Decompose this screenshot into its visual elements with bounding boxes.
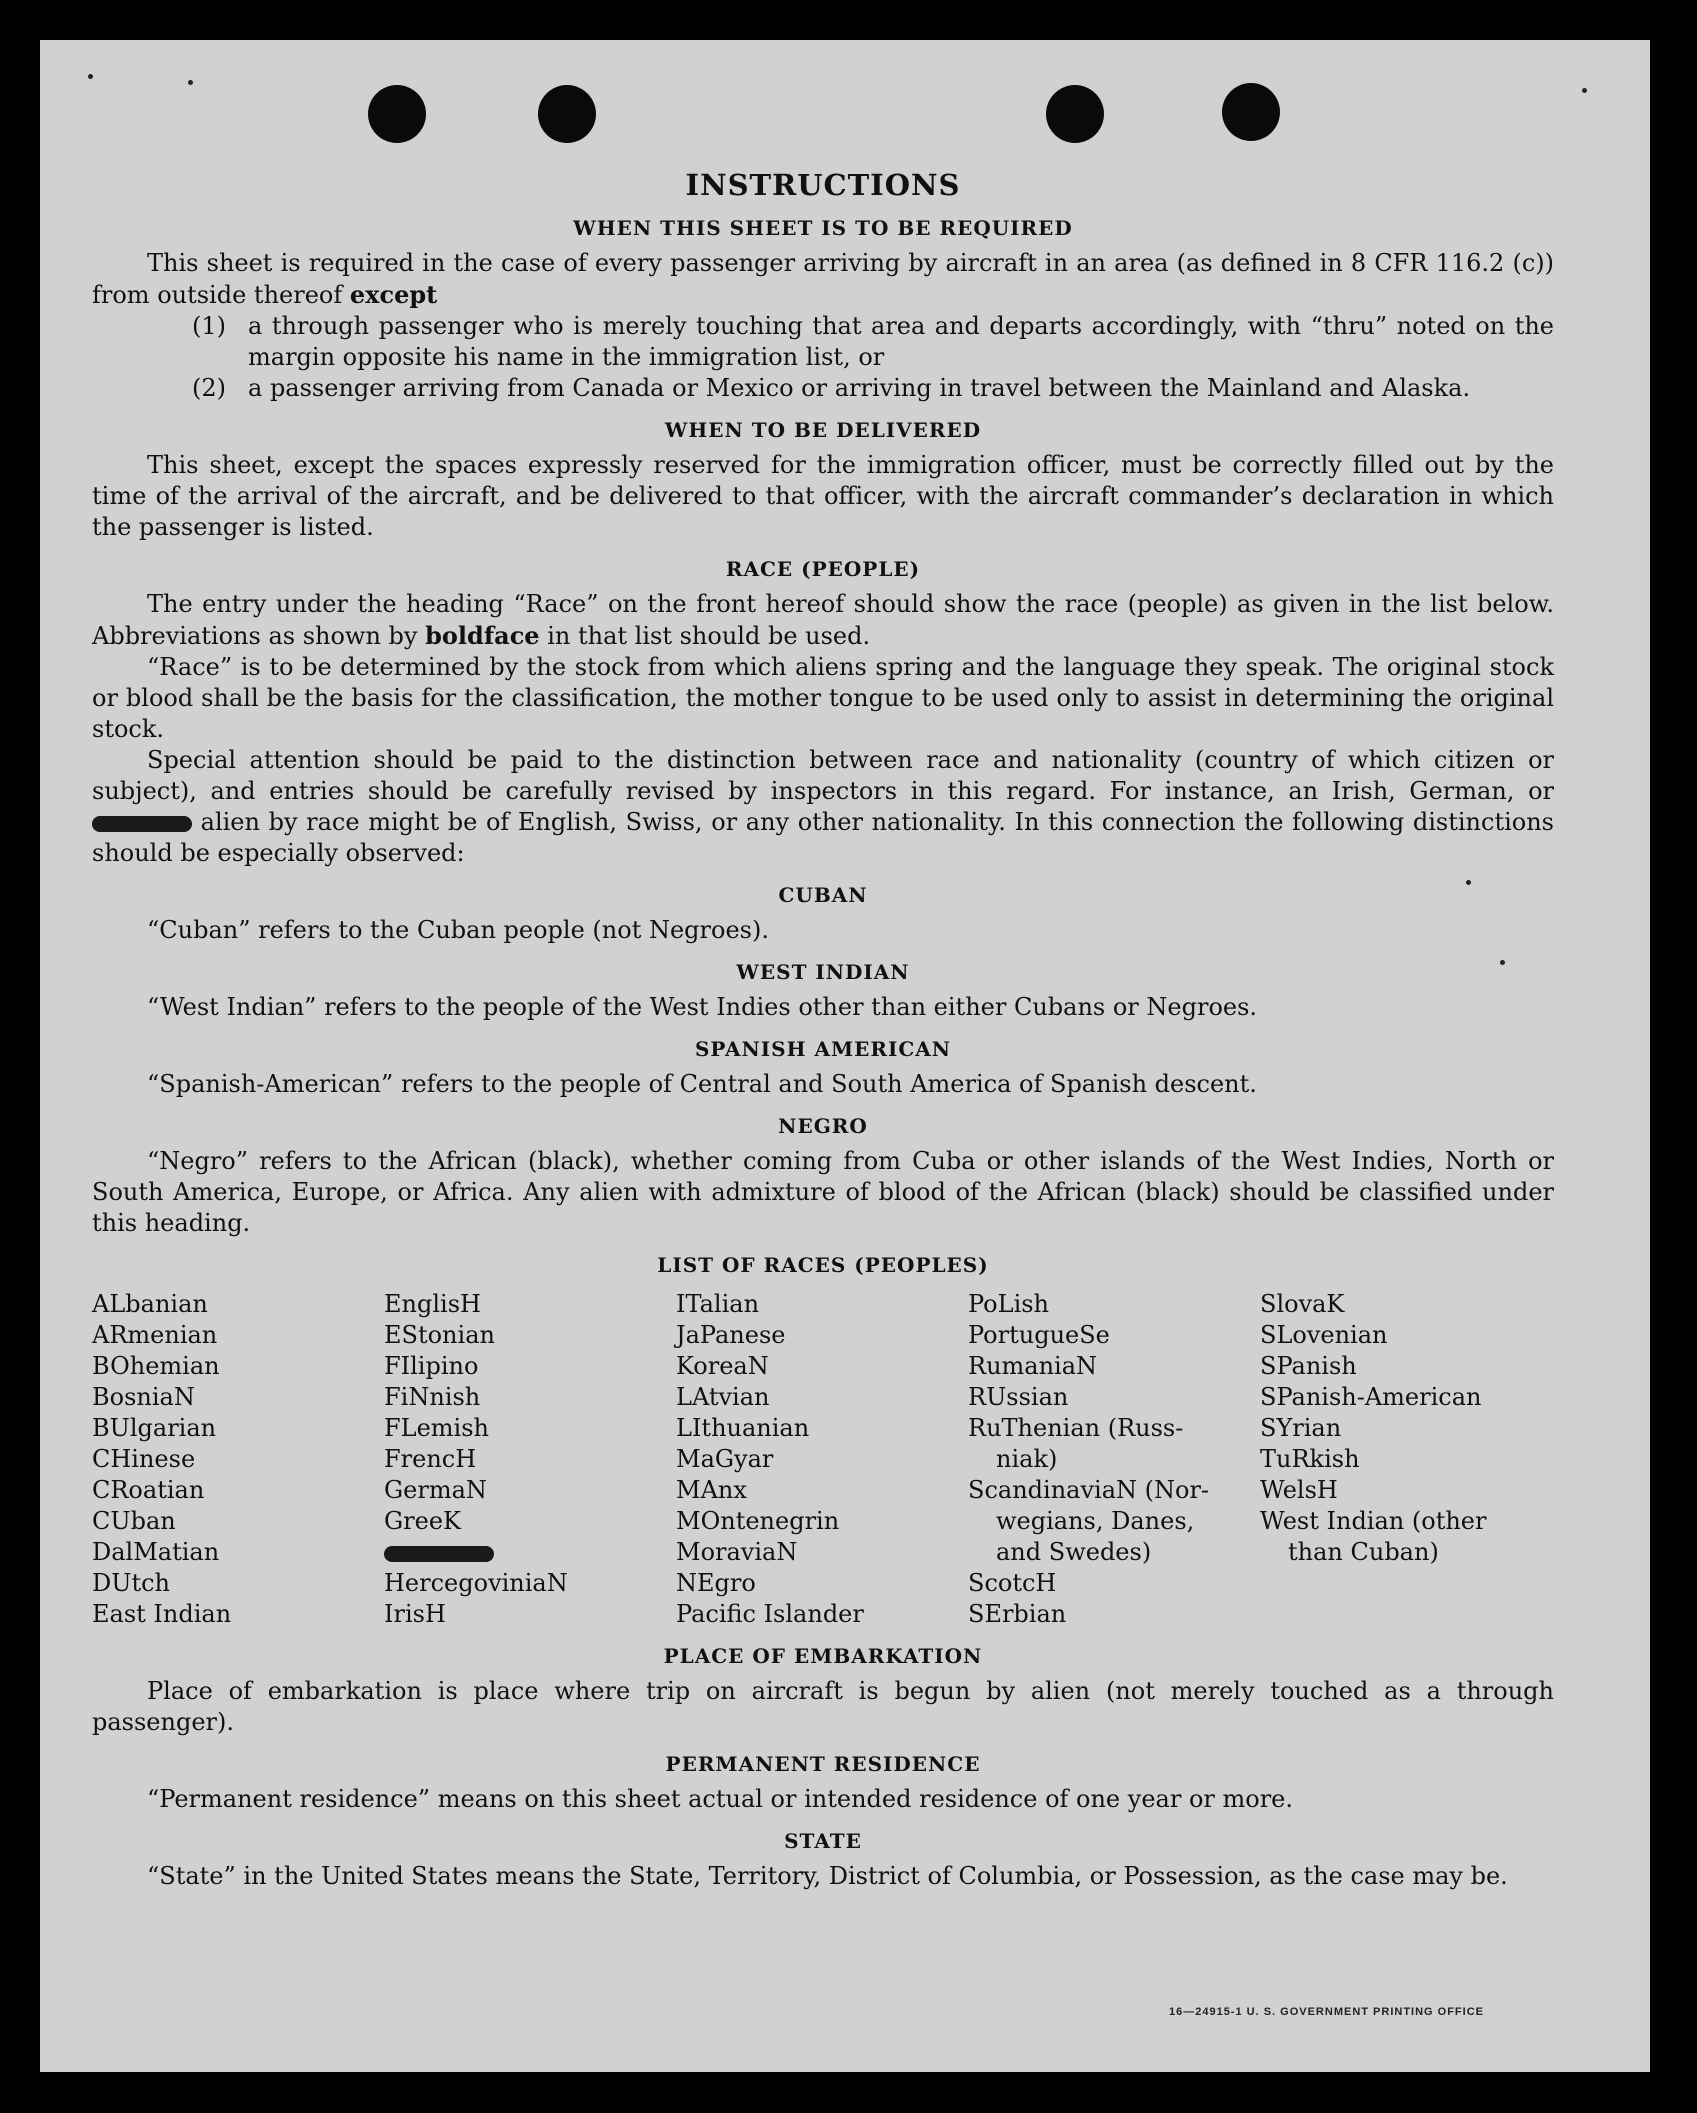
race-item: MaGyar xyxy=(676,1445,774,1473)
paragraph: “West Indian” refers to the people of the West Indies other than either Cubans or Negroes. xyxy=(147,993,1258,1021)
paragraph: Place of embarkation is place where trip on aircraft is begun by alien (not merely touched as a through passenger). xyxy=(92,1677,1554,1736)
section-heading: PLACE OF EMBARKATION xyxy=(663,1644,983,1668)
race-item: SlovaK xyxy=(1260,1290,1345,1318)
item-text: a passenger arriving from Canada or Mexico or arriving in travel between the Mainland and Alaska. xyxy=(248,374,1471,402)
punch-hole xyxy=(1222,83,1280,141)
race-item: SErbian xyxy=(968,1600,1067,1628)
race-item-continued: niak) xyxy=(996,1445,1058,1473)
redaction-mark xyxy=(92,816,192,832)
race-item: WelsH xyxy=(1260,1476,1338,1504)
race-item: MoraviaN xyxy=(676,1538,798,1566)
race-item: ScotcH xyxy=(968,1569,1057,1597)
section-heading: WHEN TO BE DELIVERED xyxy=(664,418,982,442)
text: This sheet is required in the case of every passenger arriving by aircraft in an area (as defined in 8 CFR 116.2 (c)) from outside thereof xyxy=(92,249,1554,309)
race-item-redacted xyxy=(384,1537,676,1568)
section-heading: CUBAN xyxy=(778,883,868,907)
instructions-body xyxy=(92,168,1554,1892)
race-item: RuThenian (Russ- xyxy=(968,1414,1184,1442)
paragraph xyxy=(92,248,1554,311)
paragraph: “Race” is to be determined by the stock from which aliens spring and the language they speak. The original stock or blood shall be the basis for the classification, the mother tongue to be used only to assist in determining the original stock. xyxy=(92,653,1554,743)
paragraph: “Cuban” refers to the Cuban people (not Negroes). xyxy=(147,916,769,944)
emphasis: boldface xyxy=(425,621,540,650)
race-item: PoLish xyxy=(968,1290,1050,1318)
section-heading: STATE xyxy=(784,1829,862,1853)
race-item: SYrian xyxy=(1260,1414,1342,1442)
race-column xyxy=(384,1289,676,1630)
punch-hole xyxy=(368,85,426,143)
paragraph: “Spanish-American” refers to the people of Central and South America of Spanish descent. xyxy=(147,1070,1257,1098)
race-item: EStonian xyxy=(384,1321,495,1349)
race-list xyxy=(92,1289,1554,1630)
race-item: FLemish xyxy=(384,1414,489,1442)
scan-speck xyxy=(1582,88,1587,93)
race-item: DUtch xyxy=(92,1569,171,1597)
race-item: NEgro xyxy=(676,1569,756,1597)
race-item: HercegoviniaN xyxy=(384,1569,568,1597)
item-number: (1) xyxy=(192,312,226,340)
section-heading: SPANISH AMERICAN xyxy=(694,1037,952,1061)
race-item: SPanish xyxy=(1260,1352,1357,1380)
race-item: SLovenian xyxy=(1260,1321,1388,1349)
race-item: LAtvian xyxy=(676,1383,770,1411)
punch-hole xyxy=(1046,85,1104,143)
text: in that list should be used. xyxy=(547,622,871,650)
page-title: INSTRUCTIONS xyxy=(685,168,961,202)
race-item: FrencH xyxy=(384,1445,477,1473)
race-item: MAnx xyxy=(676,1476,747,1504)
race-item: SPanish-American xyxy=(1260,1383,1482,1411)
punch-hole xyxy=(538,85,596,143)
race-item: Pacific Islander xyxy=(676,1600,864,1628)
race-item-continued: than Cuban) xyxy=(1288,1538,1439,1566)
race-item: BUlgarian xyxy=(92,1414,217,1442)
list-item xyxy=(92,373,1554,404)
section-heading: NEGRO xyxy=(778,1114,868,1138)
race-item: ARmenian xyxy=(92,1321,218,1349)
race-item: IrisH xyxy=(384,1600,446,1628)
section-heading: WHEN THIS SHEET IS TO BE REQUIRED xyxy=(573,216,1073,240)
section-heading: WEST INDIAN xyxy=(736,960,910,984)
race-item: RUssian xyxy=(968,1383,1069,1411)
race-item: KoreaN xyxy=(676,1352,769,1380)
race-item: CRoatian xyxy=(92,1476,205,1504)
race-item: JaPanese xyxy=(676,1321,786,1349)
race-item: EnglisH xyxy=(384,1290,481,1318)
text: Special attention should be paid to the distinction between race and nationality (country of which citizen or subject), and entries should be carefully revised by inspectors in this regard. For instance, an Irish, German, or xyxy=(92,746,1554,805)
item-text: a through passenger who is merely touching that area and departs accordingly, with “thru” noted on the margin opposite his name in the immigration list, or xyxy=(248,312,1554,371)
race-item-continued: wegians, Danes, xyxy=(996,1507,1195,1535)
race-item: LIthuanian xyxy=(676,1414,810,1442)
paragraph xyxy=(92,745,1554,869)
race-item: FIlipino xyxy=(384,1352,479,1380)
race-item: GermaN xyxy=(384,1476,487,1504)
paragraph xyxy=(92,589,1554,652)
document-sheet xyxy=(40,40,1650,2072)
paragraph: This sheet, except the spaces expressly reserved for the immigration officer, must be correctly filled out by the time of the arrival of the aircraft, and be delivered to that officer, with the aircraft commander’s declaration in which the passenger is listed. xyxy=(92,451,1554,541)
race-item: West Indian (other xyxy=(1260,1507,1487,1535)
emphasis: except xyxy=(349,280,438,309)
scan-speck xyxy=(88,74,93,79)
race-item: RumaniaN xyxy=(968,1352,1098,1380)
race-item: TuRkish xyxy=(1260,1445,1360,1473)
race-column xyxy=(1260,1289,1552,1630)
race-item: FiNnish xyxy=(384,1383,481,1411)
race-item-continued: and Swedes) xyxy=(996,1538,1152,1566)
race-item: CUban xyxy=(92,1507,176,1535)
text: The entry under the heading “Race” on the front hereof should show the race (people) as given in the list below. Abbreviations as shown by xyxy=(92,590,1554,650)
race-item: ALbanian xyxy=(92,1290,208,1318)
race-item: DalMatian xyxy=(92,1538,220,1566)
paragraph: “Negro” refers to the African (black), whether coming from Cuba or other islands of the West Indies, North or South America, Europe, or Africa. Any alien with admixture of blood of the African (black) should be classified under this heading. xyxy=(92,1147,1554,1237)
section-heading: LIST OF RACES (PEOPLES) xyxy=(657,1253,989,1277)
race-item: ITalian xyxy=(676,1290,760,1318)
item-number: (2) xyxy=(192,374,226,402)
race-item: PortugueSe xyxy=(968,1321,1110,1349)
race-column xyxy=(92,1289,384,1630)
race-item: BosniaN xyxy=(92,1383,195,1411)
race-column xyxy=(676,1289,968,1630)
scan-speck xyxy=(188,80,193,85)
race-item: ScandinaviaN (Nor- xyxy=(968,1476,1210,1504)
redaction-mark xyxy=(384,1546,494,1562)
race-item: CHinese xyxy=(92,1445,196,1473)
printer-imprint: 16—24915-1 U. S. GOVERNMENT PRINTING OFFICE xyxy=(1168,2006,1484,2018)
race-item: BOhemian xyxy=(92,1352,220,1380)
section-heading: RACE (PEOPLE) xyxy=(725,557,921,581)
race-column xyxy=(968,1289,1260,1630)
paragraph: “State” in the United States means the State, Territory, District of Columbia, or Possession, as the case may be. xyxy=(147,1862,1508,1890)
race-item: East Indian xyxy=(92,1600,232,1628)
race-item: GreeK xyxy=(384,1507,461,1535)
text: alien by race might be of English, Swiss, or any other nationality. In this connection the following distinctions should be especially observed: xyxy=(92,808,1554,867)
paragraph: “Permanent residence” means on this sheet actual or intended residence of one year or more. xyxy=(147,1785,1293,1813)
race-item: MOntenegrin xyxy=(676,1507,840,1535)
list-item xyxy=(92,311,1554,373)
section-heading: PERMANENT RESIDENCE xyxy=(665,1752,981,1776)
